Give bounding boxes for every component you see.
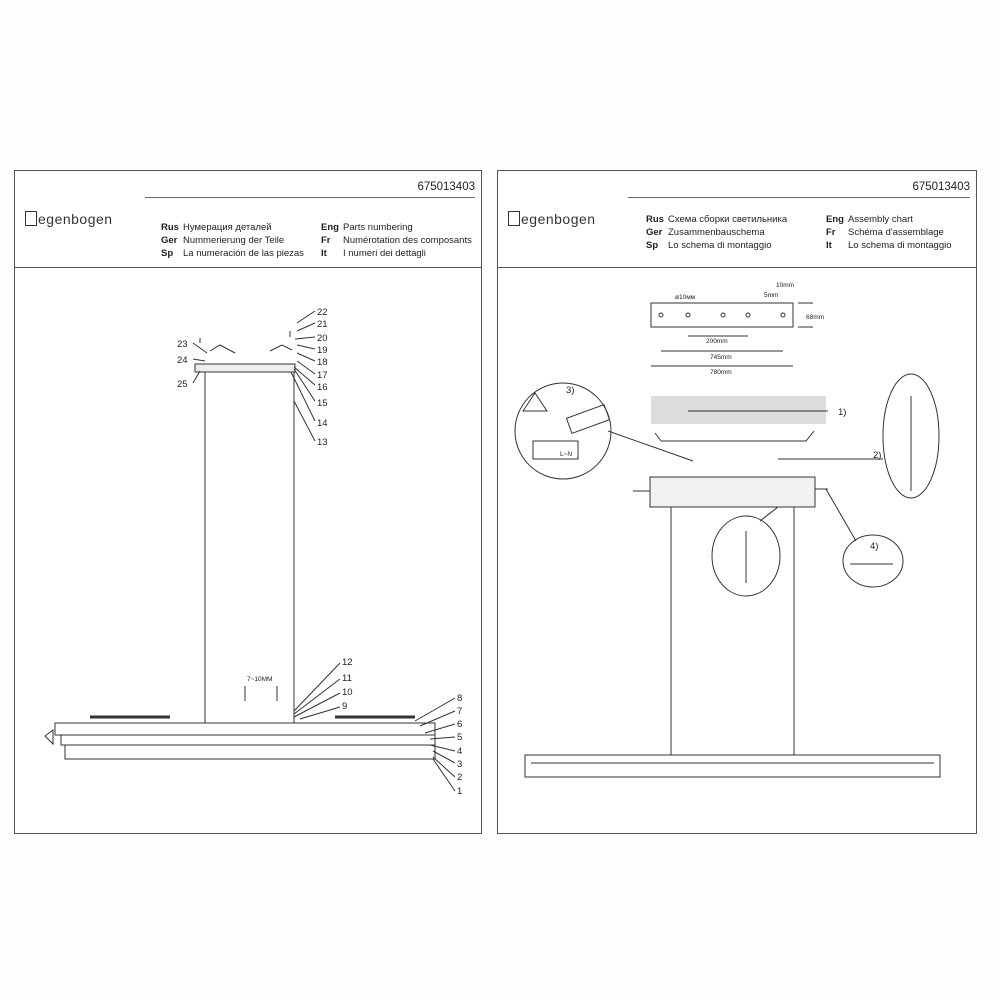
heading-fr: Fr Numérotation des composants [321,235,472,246]
wiring-label: L~N [560,451,573,458]
parts-diagram [15,171,483,835]
heading-ger: Ger Zusammenbauschema [646,227,765,238]
heading-eng: Eng Parts numbering [321,222,413,233]
part-label: 16 [317,382,328,393]
part-label: 13 [317,437,328,448]
part-label: 8 [457,693,463,704]
heading-sp: Sp Lo schema di montaggio [646,240,772,251]
dim-10mm: 10mm [776,282,795,289]
part-label: 25 [177,379,188,390]
gap-label: 7~10MM [247,676,273,683]
assembly-chart-sheet [497,170,977,834]
heading-ger: Ger Nummerierung der Teile [161,235,285,246]
dim-200mm: 200mm [706,338,728,345]
part-label: 12 [342,657,353,668]
part-label: 18 [317,357,328,368]
heading-rus: Rus Нумерация деталей [161,222,272,233]
part-label: 1 [457,786,463,797]
part-label: 10 [342,687,353,698]
dim-5mm: 5mm [764,292,779,299]
part-label: 3 [457,759,463,770]
heading-fr: Fr Schéma d'assemblage [826,227,944,238]
dim-745mm: 745mm [710,354,732,361]
part-label: 15 [317,398,328,409]
part-label: 4 [457,746,463,757]
heading-it: It Lo schema di montaggio [826,240,952,251]
part-label: 14 [317,418,328,429]
step-3-label: 3) [566,385,575,396]
part-label: 21 [317,319,328,330]
dim-780mm: 780mm [710,369,732,376]
part-label: 24 [177,355,188,366]
part-label: 7 [457,706,463,717]
heading-it: It I numeri dei dettagli [321,248,426,259]
heading-rus: Rus Схема сборки светильника [646,214,788,225]
doc-number: 675013403 [417,181,475,193]
step-2-label: 2) [873,450,882,461]
dim-68mm: 68mm [806,314,825,321]
part-label: 20 [317,333,328,344]
step-1-label: 1) [838,407,847,418]
part-label: 6 [457,719,463,730]
dim-hole: ø10мм [675,294,696,301]
part-label: 23 [177,339,188,350]
part-label: 19 [317,345,328,356]
brand-name: egenbogen [38,211,113,227]
heading-eng: Eng Assembly chart [826,214,913,225]
part-label: 2 [457,772,463,783]
brand-name: egenbogen [521,211,596,227]
step-4-label: 4) [870,541,879,552]
heading-sp: Sp La numeración de las piezas [161,248,304,259]
part-label: 9 [342,701,348,712]
assembly-diagram [498,171,978,835]
part-label: 5 [457,732,463,743]
doc-number: 675013403 [912,181,970,193]
part-label: 17 [317,370,328,381]
part-label: 22 [317,307,328,318]
parts-numbering-sheet [14,170,482,834]
part-label: 11 [342,673,352,684]
